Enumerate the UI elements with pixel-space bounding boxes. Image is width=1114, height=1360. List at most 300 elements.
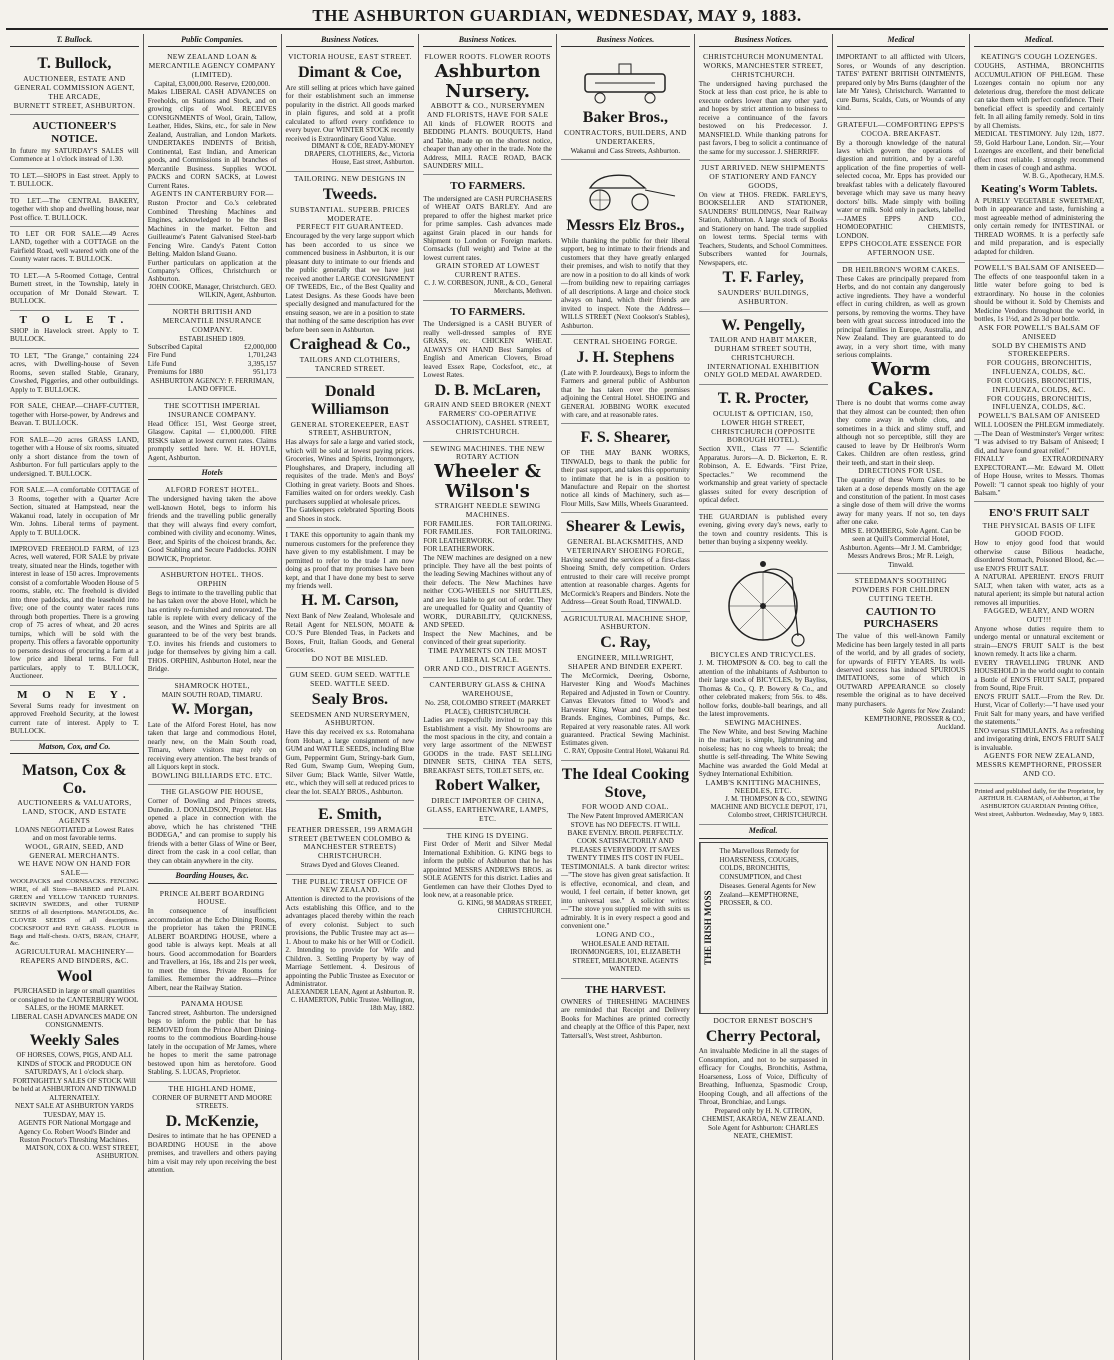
house-title: THE HIGHLAND HOME, bbox=[168, 1083, 256, 1093]
bicycle-illustration bbox=[718, 558, 808, 648]
hotel-body: Late of the Alford Forest Hotel, has now taken that large and commodious Hotel, nearly new, on the Main South road, Timaru, where visitors may rely on receiving every attention. The best brands of all Liquors kept in stock. bbox=[147, 720, 277, 772]
shamrock-hotel-ad bbox=[148, 679, 277, 786]
advertiser-name: E. Smith, bbox=[318, 806, 382, 824]
advertiser-title: AUCTIONEER, ESTATE AND GENERAL COMMISSION AGENT, THE ARCADE, bbox=[14, 74, 135, 101]
company-title: NEW ZEALAND LOAN & MERCANTILE AGENCY COMPANY (LIMITED). bbox=[148, 52, 276, 80]
advert-body: J. M. THOMPSON & CO. beg to call the attention of the inhabitants of Ashburton to their large stock of BICYCLES, by Bayliss, Thomas & Co., Q. P. Bowery & Co., and other celebrated makers; from 56s. to 48s. hollow forks, double-ball bearings, and all the latest improvements. bbox=[698, 659, 828, 719]
advert-body: The New White, and best Sewing Machine in the market; is simple, lightrunning and noiseless; has no cog wheels to break; the shuttle is self-threading. The White Sewing Machine was awarded the Gold Medal at Sydney International Exhibition. bbox=[698, 727, 828, 779]
auctioneer-notice bbox=[10, 115, 139, 168]
advert-body: Next Bank of New Zealand, Wholesale and Retail Agent for NELSON, MOATE & CO.'S Pure Blended Teas, in Packets and Boxes, Fruit, Italian Goods, and General Groceries. bbox=[285, 612, 415, 655]
advertiser-title: OCULIST & OPTICIAN, 150, LOWER HIGH STREET, CHRISTCHURCH (OPPOSITE BOROUGH HOTEL). bbox=[711, 408, 816, 445]
advertiser-signature: MRS E. HOMBERG, Sole Agent. Can be seen at Quill's Commercial Hotel, Ashburton. Agents—Mr J. M. Cambridge; Messrs Andrews Bros.; Mr R. Leigh, Tinwald. bbox=[839, 526, 962, 569]
advertiser-signature: Prepared only by H. N. CITRON, CHEMIST, AKAROA, NEW ZEALAND. Sole Agent for Ashburton: CHARLES NEATE, CHEMIST. bbox=[701, 1106, 825, 1141]
grange-ad: TO LET, "The Grange," containing 224 acres, with Dwelling-house of Seven Rooms, seven stalled Stable, Granary, Cowshed, Piggeries, and other outbuildings. Apply to T. BULLOCK. bbox=[10, 349, 139, 399]
glass-china-ad bbox=[423, 678, 552, 828]
bullock-ad bbox=[10, 50, 139, 115]
row-right: FOR TAILORING. bbox=[496, 528, 552, 537]
proprietor-name: D. McKenzie, bbox=[165, 1112, 259, 1130]
ashburton-hotel-ad bbox=[148, 568, 277, 679]
use-row bbox=[423, 528, 552, 536]
product-title: GRATEFUL—COMFORTING EPPS'S COCOA. BREAKFAST. bbox=[837, 119, 965, 138]
store-title: CANTERBURY GLASS & CHINA WAREHOUSE, bbox=[429, 680, 546, 699]
tailoring-ad bbox=[286, 172, 415, 378]
advert-body: Have this day received ex s.s. Rotomahana from Hobart, a large consignment of new GUM and WATTLE SEEDS, including Blue Gum, Peppermint Gum, Stringy-bark Gum, Red Gum, Swamp Gum, Weeping Gum, Silver Gum; Black Wattle, Silver Wattle, etc., which they will sell at reduced prices to clear the lot. SEALY BROS., Ashburton. bbox=[285, 728, 415, 796]
sewing-title: SEWING MACHINES. bbox=[724, 717, 802, 727]
tailoring-title: TAILORING. NEW DESIGNS IN bbox=[294, 174, 406, 184]
bicycles-ad bbox=[699, 552, 828, 826]
advertiser-title: GRAIN AND SEED BROKER (NEXT FARMERS' CO-OPERATIVE ASSOCIATION), CASHEL STREET, CHRISTCHURCH. bbox=[424, 400, 552, 436]
loans-line: LOANS NEGOTIATED at Lowest Rates and on most favorable terms. bbox=[15, 825, 134, 843]
advertiser-name: The Ideal Cooking Stove, bbox=[561, 765, 689, 801]
product-tail: EPPS CHOCOLATE ESSENCE FOR AFTERNOON USE. bbox=[839, 239, 962, 258]
hotel-title: THE GLASGOW PIE HOUSE, bbox=[160, 787, 264, 797]
knitting-line: LAMB'S KNITTING MACHINES, NEEDLES, ETC. bbox=[705, 777, 821, 796]
advert-body: The Marvellous Remedy for HOARSENESS, COUGHS, COLDS, BRONCHITIS, CONSUMPTION, and Chest Diseases. General Agents for New Zealand—KEMPTHORNE, PROSSER, & CO. bbox=[719, 846, 816, 908]
weekly-sales-body: OF HORSES, COWS, PIGS, AND ALL KINDS of STOCK and PRODUCE ON SATURDAYS, At 1 o'clock sharp. bbox=[16, 1051, 133, 1077]
advert-body: Ladies are respectfully invited to pay this Establishment a visit. My Showrooms are the most spacious in the city, and contain a very large assortment of the NEWEST GOODS in the trade. FAST SELLING DINNER SETS, CHINA TEA SETS, BREAKFAST SETS, TOILET SETS, etc. bbox=[423, 716, 552, 775]
farmers-heading: TO FARMERS. bbox=[450, 180, 525, 193]
advertiser-name: Sealy Bros. bbox=[311, 691, 388, 709]
agents-line: AGENTS FOR NEW ZEALAND, MESSRS KEMPTHORNE, PROSSER AND CO. bbox=[976, 751, 1103, 778]
notice-body: In future my SATURDAY'S SALES will Commence at 1 o'clock instead of 1.30. bbox=[10, 146, 139, 164]
advert-body: A PURELY VEGETABLE SWEETMEAT, both in appearance and taste, furnishing a most agreeable method of administering the only certain remedy for INTESTINAL or THREAD WORMS. It is a perfectly safe and mild preparation, and is especially adapted for children. bbox=[974, 196, 1104, 256]
carriage-illustration bbox=[570, 166, 680, 214]
advertiser-name: W. Pengelly, bbox=[721, 316, 805, 334]
column-8 bbox=[970, 34, 1108, 1360]
to-let-shop-ad bbox=[10, 311, 139, 349]
advert-body: Has always for sale a large and varied stock, which will be sold at lowest paying prices. Groceries, Wines and Spirits, Ironmongery, Ploughshares, and Drapery, including all requisites of the trade. Men's and Boys' Clothing in great variety. Boots and Shoes. Families waited on for orders weekly. Cash purchasers supplied at wholesale prices. bbox=[285, 438, 415, 506]
column-4 bbox=[419, 34, 557, 1360]
harvest-ad bbox=[561, 979, 690, 1045]
advertiser-name: Matson, Cox & Co. bbox=[22, 762, 127, 797]
hotel-title: SHAMROCK HOTEL, bbox=[174, 680, 250, 690]
advertiser-signature: C. J. W. CORBESON, JUNR., & CO., General Merchants, Methven. bbox=[424, 280, 552, 296]
time-payment-line: TIME PAYMENTS ON THE MOST LIBERAL SCALE. bbox=[428, 645, 547, 664]
advert-body: WILL LOOSEN the PHLEGM immediately.—The Dean of Westminster's Verger writes: "I was advised to try Balsam of Aniseed; I did, and have found great relief." bbox=[974, 421, 1104, 455]
farmers-ad bbox=[423, 175, 552, 301]
advert-body: Encouraged by the very large support which has been accorded to us since we commenced business in Ashburton, it is our pleasant duty to intimate to our friends and the public generally that we have just received another LARGE CONSIGNMENT OF TWEEDS, Etc., of the Best Quality and Latest Designs. As these Goods have been specially designed and manufactured for the ensuing season, we are in a position to state that nothing of the same description has ever before been seen in Ashburton. bbox=[285, 232, 415, 334]
sealy-bros-ad bbox=[286, 668, 415, 801]
dyeing-ad bbox=[423, 829, 552, 920]
advert-body: The effects of one teaspoonful taken in a little water before going to bed is extraordinary. No house in the colonies should be without it. Sold by Chemists and Medicine Vendors throughout the world, in bottles, 1s 1½d, and 2s 3d per bottle. bbox=[974, 272, 1104, 324]
glasgow-pie-ad bbox=[148, 785, 277, 870]
row-label: Life Fund bbox=[147, 359, 177, 368]
advertiser-title: TAILORS AND CLOTHIERS, TANCRED STREET. bbox=[299, 354, 401, 373]
agency-line: ASHBURTON AGENCY: F. FERRIMAN, LAND OFFICE. bbox=[150, 376, 275, 394]
directions-body: The quantity of these Worm Cakes to be taken at a dose depends mostly on the age and constitution of the patient. In most cases a single dose of them will drive the worms away for many years. If not so, ten days after one cake. bbox=[836, 476, 966, 527]
advertiser-title: GENERAL STOREKEEPER, EAST STREET, ASHBURTON, bbox=[290, 419, 410, 438]
powell-ad bbox=[974, 261, 1104, 502]
company-body: Makes LIBERAL CASH ADVANCES on Freeholds, on Stations and Stock, and on growing clips of Wool. RECEIVES CONSIGNMENTS of Wool, Grain, Tallow, Leather, Hides, Skins, etc., for sale in New Zealand, Australian, and London Markets. UNDERTAKES INDENTS of British, Continental, East Indian, and American goods, and Commissions in all branches of Mercantile Business. Supplies WOOL PACKS and CORN SACKS, at Lowest Current Rates. bbox=[147, 88, 277, 190]
row-left: FOR FAMILIES. bbox=[423, 528, 474, 537]
dimant-coe-ad bbox=[286, 50, 415, 172]
column-1 bbox=[6, 34, 144, 1360]
advertiser-name: H. M. Carson, bbox=[301, 592, 399, 610]
notice-title: THE KING IS DYEING. bbox=[446, 830, 529, 840]
row-left: FOR LEATHERWORK. bbox=[423, 536, 495, 545]
column-3 bbox=[282, 34, 420, 1360]
irish-moss-label: THE IRISH MOSS bbox=[700, 843, 716, 1013]
advertiser-address: WHOLESALE AND RETAIL IRONMONGERS, 101, ELIZABETH STREET, MELBOURNE. AGENTS WANTED. bbox=[570, 939, 681, 974]
hotel-body: Begs to intimate to the travelling public that he has taken over the above Hotel, which he has entirely re-furnished and renovated. The table is replete with every delicacy of the season, and the Wines and Spirits are all guaranteed to be of the very best brands. T.O. invites his friends and customers to judge for themselves by giving him a call. THOS. ORPHIN, Ashburton Hotel, near the Bridge. bbox=[147, 588, 277, 674]
advertiser-title: GENERAL BLACKSMITHS, AND VETERINARY SHOEING FORGE, bbox=[566, 537, 685, 555]
advertiser-name: T. F. Farley, bbox=[722, 269, 804, 287]
fagged-heading: FAGGED, WEARY, AND WORN OUT!!! bbox=[983, 606, 1095, 624]
advertiser-name: Donald Williamson bbox=[310, 383, 389, 418]
advertiser-title: ENGINEER, MILLWRIGHT, SHAPER AND BINDER EXPERT. bbox=[567, 652, 683, 671]
hotel-title: ALFORD FOREST HOTEL. bbox=[165, 485, 260, 495]
stock-list: WOOLPACKS and CORNSACKS. FENCING WIRE, of all Sizes—BARBED and PLAIN. GREEN and YELLOW TANKED TURNIPS. SKIRVIN SWEDES, and other TURNIP SEEDS of all descriptions. MANGOLDS, &c. CLOVER SEEDS of all descriptions. COCKSFOOT and RYE GRASS. FLOUR in Bags and Half-chests. OATS, BRAN, CHAFF, &c. bbox=[10, 878, 139, 948]
agents-line: AGENTS FOR National Mortgage and Agency Co. Robert Wood's Binder and Ruston Proctor's Threshing Machines. bbox=[18, 1119, 131, 1145]
stephens-ad bbox=[561, 335, 690, 424]
column-7 bbox=[833, 34, 971, 1360]
irish-moss-ad bbox=[699, 842, 828, 1014]
capital-row bbox=[148, 368, 277, 376]
advert-body: The Undersigned is a CASH BUYER of really well-dressed samples of RYE GRASS, etc. CHICKEN WHEAT. ALWAYS ON HAND Best Samples of English and American Clovers, Broad leaved Essex Rape, Cocksfoot, etc., at Lowest Rates. bbox=[423, 320, 552, 380]
advertiser-name: F. S. Shearer, bbox=[580, 429, 671, 447]
matson-ad bbox=[10, 757, 139, 1165]
works-title: CHRISTCHURCH MONUMENTAL WORKS, MANCHESTER STREET, CHRISTCHURCH. bbox=[702, 52, 824, 80]
house-body: Tancred street, Ashburton. The undersigned begs to inform the public that he has REMOVED from the Prince Albert Dining-rooms to the commodious Boarding-house lately in the occupation of Mr James, where he hopes to merit the same patronage bestowed upon him as heretofore. Good Stabling. S. LUCAS, Proprietor. bbox=[147, 1008, 277, 1077]
canterbury-body: Ruston Proctor and Co.'s celebrated Combined Threshing Machines and Engines, acknowledged to be the Best Machines in the market. Felton and Guilleaume's Patent Galvanised Steel-barb Fencing Wire. Candy's Patent Cotton Belting. Maldon Island Guano. bbox=[147, 199, 277, 259]
column-header: Business Notices. bbox=[699, 34, 828, 47]
advertiser-name: Shearer & Lewis, bbox=[565, 518, 685, 536]
williamson-ad bbox=[286, 378, 415, 528]
section-header: Boarding Houses, &c. bbox=[148, 870, 277, 883]
advert-body: COUGHS, ASTHMA, BRONCHITIS ACCUMULATION OF PHLEGM. These Lozenges contain no opium nor any deleterious drug, therefore the most delicate can take them with perfect confidence. Their beneficial effect is speedily and certainly felt. In all ailing family remedy. Sold in tins by all Chemists. bbox=[974, 62, 1104, 130]
alford-hotel-ad bbox=[148, 483, 277, 568]
established-line: ESTABLISHED 1809. bbox=[179, 334, 245, 343]
ideal-stove-ad bbox=[561, 761, 690, 979]
hotel-body: The undersigned having taken the above well-known Hotel, begs to inform his friends and the travelling public generally that they will always find every comfort, combined with civility and economy. Wines, Beer, and Spirits of the choicest brands, &c. Good Stabling and Secure Paddocks. JOHN BOWICK, Proprietor. bbox=[147, 495, 277, 563]
use-row bbox=[423, 520, 552, 528]
procter-ad bbox=[699, 385, 828, 509]
next-sale-line: NEXT SALE AT ASHBURTON YARDS TUESDAY, MAY 15. bbox=[15, 1102, 134, 1119]
north-british-ad bbox=[148, 305, 277, 399]
row-label: Subscribed Capital bbox=[147, 343, 203, 351]
advert-body: The McCormick, Deering, Osborne, Harvester King and Wood's Machines Repaired and Adjusted in Town or Country. Canvas Elevators fitted to Wood's and Harvester King. Wear and Oil of the best Brands. Engines, Combines, Pumps, &c. Repaired at very reasonable rates. All work guaranteed. Practical Sewing Machinist. Estimates given. bbox=[561, 671, 690, 748]
store-address: No. 258, COLOMBO STREET (MARKET PLACE), CHRISTCHURCH. bbox=[424, 699, 551, 716]
forge-title: CENTRAL SHOEING FORGE. bbox=[573, 337, 678, 347]
caution-heading: CAUTION TO PURCHASERS bbox=[863, 605, 939, 630]
column-header: Public Companies. bbox=[148, 34, 277, 47]
hotel-title: ASHBURTON HOTEL. THOS. ORPHIN bbox=[160, 570, 264, 589]
column-2 bbox=[144, 34, 282, 1360]
seed-heading: GUM SEED. GUM SEED. WATTLE SEED. WATTLE SEED. bbox=[289, 670, 411, 689]
monumental-ad bbox=[699, 50, 828, 161]
wool-heading: Wool bbox=[56, 967, 93, 985]
advertiser-address: BURNETT STREET, ASHBURTON. bbox=[13, 100, 136, 110]
hotel-address: MAIN SOUTH ROAD, TIMARU. bbox=[161, 690, 263, 699]
advert-body: The NEW machines are designed on a new principle. They have all the best points of the leading Sewing Machines without any of their defects. The New Machines have neither COG-WHEELS nor SHUTTLES, and are less liable to get out of order. They are unequalled for Quality and Quantity of WORK, DURABILITY, QUICKNESS, AND SPEED. bbox=[423, 553, 552, 630]
testimony: MEDICAL TESTIMONY. July 12th, 1877. 59, Gold Harbour Lane, London. Sir,—Your Lozenges are excellent, and their beneficial effect most reliable. I strongly recommend them in cases of cough and asthma. bbox=[974, 130, 1104, 173]
advertiser-name: D. B. McLaren, bbox=[434, 381, 541, 399]
advert-body: ENO versus STIMULANTS. As a refreshing and invigorating drink, ENO'S FRUIT SALT is invaluable. bbox=[974, 726, 1104, 752]
advertiser-signature: DIMANT & COE, READY-MONEY DRAPERS, CLOTHIERS, &c., Victoria House, East street, Ashburton. bbox=[304, 143, 415, 167]
product-name: Cherry Pectoral, bbox=[705, 1027, 821, 1045]
money-heading: M O N E Y. bbox=[17, 688, 132, 701]
column-header: Business Notices. bbox=[286, 34, 415, 47]
product-name: Worm Cakes. bbox=[867, 358, 935, 400]
arrived-title: JUST ARRIVED. NEW SHIPMENTS OF STATIONERY AND FANCY GOODS, bbox=[701, 163, 826, 191]
scottish-imperial-ad bbox=[148, 399, 277, 467]
to-let-heading: T O L E T. bbox=[19, 313, 130, 326]
proprietor-name: W. Morgan, bbox=[171, 701, 253, 719]
hotel-body: Corner of Dowling and Princes streets, Dunedin. J. DONALDSON, Proprietor. Has opened a place in connection with the above, which he has christened "THE BODEGA," and can promise to supply his friends with a better Glass of Wine or Beer, direct from the cask in a cool cellar, than they can obtain anywhere in the city. bbox=[147, 797, 277, 865]
advertiser-signature: MATSON, COX & CO. WEST STREET, ASHBURTON. bbox=[25, 1144, 139, 1160]
nursery-ad bbox=[423, 50, 552, 175]
advert-body: On view at THOS. FREDK. FARLEY'S, BOOKSELLER AND STATIONER, SAUNDERS' BUILDINGS, Near Railway Station, Ashburton. A large stock of Books and Stationery on hand. The trade supplied on lowest terms. Special terms with Teachers, Students, and School Committees. Subscribers wanted for Journals, Newspapers, etc. bbox=[698, 190, 828, 267]
company-title: THE SCOTTISH IMPERIAL INSURANCE COMPANY. bbox=[164, 400, 261, 419]
advertiser-title: SAUNDERS' BUILDINGS, ASHBURTON. bbox=[717, 287, 809, 306]
powell-line: FOR COUGHS, BRONCHITIS, INFLUENZA, COLDS, &C. bbox=[986, 375, 1092, 394]
company-title: NORTH BRITISH AND MERCANTILE INSURANCE COMPANY. bbox=[162, 306, 262, 334]
to-let-bakery: TO LET.—The CENTRAL BAKERY, together with shop and dwelling house, near Post office. T. BULLOCK. bbox=[10, 194, 139, 227]
column-6 bbox=[695, 34, 833, 1360]
product-sub: THE PHYSICAL BASIS OF LIFE GOOD FOOD. bbox=[982, 520, 1096, 539]
wool-body: PURCHASED in large or small quantities or consigned to the CANTERBURY WOOL SALES, or the HOME MARKET. LIBERAL CASH ADVANCES MADE ON CONSIGNMENTS. bbox=[10, 987, 139, 1030]
house-title: PRINCE ALBERT BOARDING HOUSE. bbox=[159, 888, 265, 907]
store-title: VICTORIA HOUSE, EAST STREET. bbox=[288, 52, 412, 62]
tailoring-sub: SUBSTANTIAL. SUPERB. PRICES MODERATE. bbox=[289, 204, 410, 223]
product-title: POWELL'S BALSAM OF ANISEED— bbox=[974, 263, 1104, 273]
stove-sub: FOR WOOD AND COAL. bbox=[581, 802, 669, 812]
product-name: ENO'S FRUIT SALT bbox=[988, 507, 1090, 520]
advert-body: OF THE MAY BANK WORKS, TINWALD, begs to thank the public for their past support, and takes this opportunity to intimate that he is in a position to Manufacture and Repair on the shortest notice all kinds of Machinery, such as—Flour Mills, Saw Mills, Wheels Guaranteed. bbox=[561, 449, 690, 508]
testimony-signature: W. B. G., Apothecary, H.M.S. bbox=[1022, 172, 1104, 180]
row-left: FOR FAMILIES. bbox=[423, 519, 474, 528]
advert-body: FINALLY an EXTRAORDINARY EXPECTORANT.—Mr. Edward M. Ollett of Hope House, writes to Messrs. Thomas Powell: "I cannot speak too highly of your Balsam." bbox=[974, 455, 1104, 497]
merchants-line: WOOL, GRAIN, SEED, AND GENERAL MERCHANTS. bbox=[25, 841, 124, 860]
advert-body: Having secured the services of a first-class Shoeing Smith, defy competition. Orders entrusted to their care will receive prompt attention at reasonable charges. Agents for McCormick's Reapers and Binders. Note the Address—Great South Road, TINWALD. bbox=[561, 555, 690, 607]
advertiser-title: FEATHER DRESSER, 199 ARMAGH STREET (BETWEEN COLOMBO & MANCHESTER STREETS) CHRISTCHURCH. bbox=[287, 824, 413, 861]
advertiser-title: DIRECT IMPORTER OF CHINA, GLASS, EARTHENWARE, LAMPS, ETC. bbox=[426, 796, 549, 823]
advertiser-name: Craighead & Co., bbox=[289, 336, 411, 354]
section-header: Hotels bbox=[148, 467, 277, 480]
use-row bbox=[423, 545, 552, 553]
notice-heading: AUCTIONEER'S NOTICE. bbox=[32, 120, 117, 145]
advert-body: An invaluable Medicine in all the stages of Consumption, and not to be surpassed in efficacy for Coughs, Bronchitis, Asthma, Hoarseness, Loss of Voice, Difficulty of Breathing, Influenza, Spasmodic Croup, Hooping Cough, and all affections of the Throat, Bronchiae, and Lungs. bbox=[698, 1047, 828, 1107]
wheeler-wilson-ad bbox=[423, 442, 552, 679]
advert-body: The value of this well-known Family Medicine has been largely tested in all parts of the world, and by all grades of society, for upwards of FIFTY YEARS. Its well-deserved success has induced SPURIOUS IMITATIONS, some of which in OUTWARD APPEARANCE so closely resemble the original as to have deceived many purchasers. bbox=[836, 632, 966, 708]
powell-line: FOR COUGHS, BRONCHITIS, INFLUENZA, COLDS, &C. bbox=[986, 393, 1092, 412]
product-name: Keating's Worm Tablets. bbox=[981, 182, 1098, 195]
masthead: THE ASHBURTON GUARDIAN, WEDNESDAY, MAY 9, 1883. bbox=[6, 0, 1108, 30]
house-title: PANAMA HOUSE bbox=[181, 999, 244, 1009]
to-let-body: SHOP in Havelock street. Apply to T. BULLOCK. bbox=[10, 326, 139, 344]
elz-bros-ad bbox=[561, 160, 690, 335]
prince-albert-ad bbox=[148, 887, 277, 998]
product-title: DR HEILBRON'S WORM CAKES. bbox=[842, 265, 960, 275]
on-hand-line: WE HAVE NOW ON HAND FOR SALE— bbox=[18, 859, 131, 878]
public-trust-ad bbox=[286, 875, 415, 1017]
advert-body: Are still selling at prices which have gained for their establishment such an immense popularity in the district. All goods marked in plain figures, and sold at a profit calculated to afford every confidence to every buyer. Our WINTER STOCK recently received is Extraordinary Good Value. bbox=[285, 83, 415, 143]
coffin-illustration bbox=[575, 56, 675, 106]
advertiser-name: Wheeler & Wilson's bbox=[434, 461, 541, 503]
notice-body: First Order of Merit and Silver Medal International Exhibition. G. KING begs to inform the public of Ashburton that he has appointed MESSRS ANDREWS BROS. as SOLE AGENTS for this district. Ladies and Gentlemen can have their Clothes Dyed to look new, at a reasonable price. bbox=[423, 840, 552, 900]
advert-body: These Cakes are principally prepared from Herbs, and do not contain any dangerously active ingredients. They have a wonderful effect in curing children, as well as grown persons, by removing the worms. They have been with great success introduced into the principal families in Europe, Australia, and New Zealand. They are guaranteed to do away, in a very short time, with many serious complaints. bbox=[836, 274, 966, 360]
advert-body: EVERY TRAVELLING TRUNK AND HOUSEHOLD in the world ought to contain a Bottle of ENO'S FRUIT SALT, prepared from Sound, Ripe Fruit. bbox=[974, 658, 1104, 693]
column-5 bbox=[557, 34, 695, 1360]
column-header: Medical. bbox=[974, 34, 1104, 47]
advertiser-name: Messrs Elz Bros., bbox=[566, 217, 685, 235]
section-header: Matson, Cox, and Co. bbox=[10, 741, 139, 754]
row-label: Fire Fund bbox=[147, 351, 176, 360]
row-value: £2,000,000 bbox=[244, 343, 277, 351]
advertiser-name: J. H. Stephens bbox=[576, 348, 675, 366]
advertiser-name: Baker Bros., bbox=[582, 109, 668, 127]
company-signature: JOHN COOKE, Manager, Christchurch. GEO. WILKIN, Agent, Ashburton. bbox=[149, 283, 277, 299]
eno-ad bbox=[974, 502, 1104, 783]
pengelly-ad bbox=[699, 312, 828, 386]
advert-body: Section XVII., Class 77 — Scientific Apparatus. Jurors—A. D. Bickerton, E. R. Robinson, A. E. Edwards. "First Prize, Spectacles." We recommend the workmanship and great variety of spectacle glasses suited for every description of optical defect. bbox=[698, 445, 828, 505]
farmers-buyer-ad bbox=[423, 301, 552, 441]
column-header: Business Notices. bbox=[561, 34, 690, 47]
sewing-heading: SEWING MACHINES. THE NEW ROTARY ACTION bbox=[430, 443, 545, 462]
house-body: Desires to intimate that he has OPENED a BOARDING HOUSE in the above premises, and travellers and others paying him a visit may rely upon receiving the best attention. bbox=[147, 1132, 277, 1175]
printer-imprint: Printed and published daily, for the Proprietor, by ARTHUR H. CARMAN, of Ashburton, at The ASHBURTON GUARDIAN Printing Office, West street, Ashburton. Wednesday, May 9, 1883. bbox=[974, 787, 1104, 818]
advertiser-name: Robert Walker, bbox=[435, 777, 541, 795]
for-sale-cottage: FOR SALE.—A comfortable COTTAGE of 3 Rooms, together with a Quarter Acre Section, situated at Hampstead, near the Wakanui road, lately in occupation of Mr Wm. Johns. Liberal terms of payment. Apply to T. BULLOCK. bbox=[10, 483, 139, 542]
to-let-cottage: TO LET.—A 5-Roomed Cottage, Central Burnett street, in the Township, lately in occupation of Mr Donald Stewart. T. BULLOCK. bbox=[10, 269, 139, 311]
agents-line: ORR AND CO., DISTRICT AGENTS. bbox=[424, 663, 551, 673]
advertiser-name: T. R. Procter, bbox=[717, 390, 809, 408]
capital-row bbox=[148, 360, 277, 368]
advert-tail: DO NOT BE MISLED. bbox=[311, 653, 388, 663]
advert-body: Straws Dyed and Gloves Cleaned. bbox=[300, 861, 400, 870]
advert-body: While thanking the public for their liberal support, beg to intimate to their friends and customers that they have greatly enlarged their premises, and wish to notify that they are now in a position to do all kinds of work—from building new to repairing carriages of all descriptions. A large and choice stock always on hand, which their friends are invited to inspect. Note the Address—WILLS STREET (Next Cookson's Stables), Ashburton. bbox=[561, 236, 690, 330]
canterbury-heading: AGENTS IN CANTERBURY FOR— bbox=[150, 189, 274, 199]
freehold-farm: IMPROVED FREEHOLD FARM, of 123 Acres, well watered, FOR SALE by private treaty, situated near the Hinds, together with interest in lease of 150 acres. Improvements consist of a comfortable Wooden House of 5 rooms, stable, etc. The freehold is divided into three paddocks, and the leasehold into five; one of the county water races runs through both properties. There is a growing crop of 75 acres of wheat, and 20 acres turnips, which will be sold with the property. This offers a favorable opportunity to persons desirous of procuring a farm at a low price and liberal terms. For full particulars, apply to T. BULLOCK, Auctioneer. bbox=[10, 542, 139, 686]
advertiser-signature: LONG AND CO., bbox=[596, 929, 655, 939]
fortnightly-line: FORTNIGHTLY SALES OF STOCK Will be held at ASHBURTON AND TINWALD ALTERNATELY. bbox=[12, 1076, 137, 1102]
advert-body: (Late with P. Jourdeaux), Begs to inform the Farmers and general public of Ashburton that he has taken over the premises adjoining the Central Hotel. SHOEING and GENERAL JOBBING WORK executed with care, and at reasonable rates. bbox=[561, 368, 690, 419]
to-let-shops: TO LET.—SHOPS in East street. Apply to T. BULLOCK. bbox=[10, 169, 139, 194]
advert-body: By a thorough knowledge of the natural laws which govern the operations of digestion and nutrition, and by a careful application of the fine properties of well-selected cocoa, Mr. Epps has provided our breakfast tables with a delicately flavoured beverage which may save us many heavy doctors' bills. Made simply with boiling water or milk. Sold only in packets, labelled—JAMES EPPS AND CO., HOMOEOPATHIC CHEMISTS, LONDON. bbox=[836, 138, 966, 240]
advert-note: The Gatekeepers celebrated Sporting Boots and Shoes in stock. bbox=[285, 506, 415, 523]
advertiser-title: ABBOTT & CO., NURSERYMEN AND FLORISTS, HAVE FOR SALE bbox=[426, 100, 549, 119]
doctor-line: DOCTOR ERNEST BOSCH'S bbox=[713, 1015, 813, 1025]
baker-bros-ad bbox=[561, 50, 690, 160]
bicycles-title: BICYCLES AND TRICYCLES. bbox=[710, 649, 816, 659]
smith-feather-ad bbox=[286, 801, 415, 874]
money-body: Several Sums ready for investment on approved Freehold Security, at the lowest current rate of interest. Apply to T. BULLOCK. bbox=[10, 701, 139, 736]
nursery-heading: FLOWER ROOTS. FLOWER ROOTS bbox=[424, 52, 551, 62]
advertiser-title: STRAIGHT NEEDLE SEWING MACHINES. bbox=[434, 500, 541, 519]
product-title: KEATING'S COUGH LOZENGES. bbox=[980, 52, 1098, 62]
notice-body: Attention is directed to the provisions of the Acts establishing this Office, and to the advantages placed thereby within the reach of every colonist. Subject to such provisions, the Public Trustee may act as—1. About to make his or her Will or Codicil. 2. Intending to provide for Wife and Children. 3. Settling Property by way of Marriage Settlement. 4. Desirous of appointing the Public Trustee as Executor or Administrator. bbox=[285, 895, 415, 989]
money-ad bbox=[10, 686, 139, 741]
testimonials: TESTIMONIALS. A bank director writes:—"The stove has given great satisfaction. It is effective, economical, and clean, and would, I feel certain, if better known, get into universal use." A solicitor writes:—"The stove you supplied me with suits us admirably. It is in every respect a good and convenient one." bbox=[561, 862, 690, 931]
tweeds-heading: Tweeds. bbox=[322, 186, 378, 204]
notice-body: OWNERS of THRESHING MACHINES are reminded that Receipt and Delivery Books for Machines are printed correctly and cheaply at the Office of this Paper, next Tattersall's, West street, Ashburton. bbox=[561, 997, 690, 1040]
steedman-ad bbox=[837, 574, 966, 736]
panama-house-ad bbox=[148, 997, 277, 1082]
farley-ad bbox=[699, 161, 828, 311]
notice-title: THE HARVEST. bbox=[585, 983, 666, 996]
perfect-fit-line: PERFECT FIT GUARANTEED. bbox=[296, 222, 404, 232]
advertiser-signature: J. M. THOMPSON & CO., SEWING MACHINE AND BICYCLE DEPOT, 171, Colombo street, CHRISTCHURCH. bbox=[710, 796, 828, 820]
highland-home-ad bbox=[148, 1082, 277, 1179]
powell-line: ASK FOR POWELL'S BALSAM OF ANISEED bbox=[978, 322, 1100, 341]
to-let-land: TO LET OR FOR SALE.—49 Acres LAND, together with a COTTAGE on the Fairfield Road, well watered with one of the County water races. T. BULLOCK. bbox=[10, 227, 139, 269]
advert-body: A NATURAL APERIENT. ENO'S FRUIT SALT, when taken with water, acts as a natural aperient; its simple but natural action removes all impurities. bbox=[974, 573, 1104, 607]
shearer-ad bbox=[561, 424, 690, 513]
advertiser-name: T. Bullock, bbox=[37, 55, 112, 73]
advert-body: I TAKE this opportunity to again thank my numerous customers for the preference they have given to my establishment. I may be permitted to refer to the trade I am now doing as proof that my promises have been kept, and that I have done my best to serve my friends well. bbox=[285, 531, 415, 590]
weekly-sales-heading: Weekly Sales bbox=[29, 1031, 120, 1049]
advertiser-name: Dimant & Coe, bbox=[298, 64, 402, 82]
advert-body: The undersigned having purchased the Stock at less than cost price, he is able to execute orders lower than any other yard, and hopes by strict attention to business to receive a continuance of the favors bestowed on his Predecessor. J. MANSFIELD. While thanking patrons for past favors, I beg to solicit a continuance of the same for my successor. J. SHERRIFF. bbox=[698, 79, 828, 156]
advert-body: Anyone whose duties require them to undergo mental or unnatural excitement or strain—ENO'S FRUIT SALT is the best known remedy. It acts like a charm. bbox=[974, 624, 1104, 659]
row-value: 1,701,243 bbox=[247, 351, 277, 360]
machinery-line: AGRICULTURAL MACHINERY—REAPERS AND BINDERS, &C. bbox=[15, 947, 134, 965]
column-header: Business Notices. bbox=[423, 34, 552, 47]
newspaper-page bbox=[6, 34, 1108, 1360]
keating-ad bbox=[974, 50, 1104, 261]
ray-ad bbox=[561, 612, 690, 761]
advertiser-title: SEEDSMEN AND NURSERYMEN, ASHBURTON. bbox=[290, 709, 410, 728]
canterbury-tail: Further particulars on application at the Company's Offices, Christchurch or Ashburton. bbox=[147, 258, 277, 284]
powell-line: SOLD BY CHEMISTS AND STOREKEEPERS. bbox=[991, 340, 1087, 359]
shearer-lewis-ad bbox=[561, 513, 690, 611]
notice-signature: ALEXANDER LEAN, Agent at Ashburton. R. C. HAMERTON, Public Trustee. Wellington, 18th May, 1882. bbox=[287, 988, 415, 1012]
advert-body: There is no doubt that worms come away that they almost can be counted; then often they come away in whole clots, and sometimes in a thick and slimy stuff, and although not so perceptible, still they are caused to leave by Dr Heilbron's Worm Cakes. Children are often restless, grind their teeth, and start in their sleep. bbox=[836, 399, 966, 467]
house-address: CORNER OF BURNETT AND MOORE STREETS. bbox=[152, 1093, 272, 1111]
product-title: STEEDMAN'S SOOTHING POWDERS FOR CHILDREN CUTTING TEETH. bbox=[851, 576, 950, 604]
advert-body: All kinds of FLOWER ROOTS and BEDDING PLANTS. BOUQUETS, Hand and Table, made up on the shortest notice, cheaper than any other in the trade. Note the Address, MILL RACE ROAD, BACK SAUNDERS' MILL. bbox=[423, 119, 552, 170]
for-sale-grass: FOR SALE—20 acres GRASS LAND, together with a House of six rooms, situated only a short distance from the town of Ashburton. For full particulars apply to the undersigned. T. BULLOCK. bbox=[10, 433, 139, 483]
advertiser-name: C. Ray, bbox=[600, 634, 651, 652]
row-left: FOR LEATHERWORK. bbox=[423, 545, 495, 554]
advertiser-title: CONTRACTORS, BUILDERS, AND UNDERTAKERS, bbox=[564, 128, 687, 146]
advertiser-name: Ashburton Nursery. bbox=[434, 61, 541, 103]
important-ad: IMPORTANT to all afflicted with Ulcers, Sores, or Wounds of any description. TATES' PATENT BRITISH OINTMENTS, prepared only by Mrs Burns (daughter of the late Mr Yates), Christchurch. Warranted to cure Burns, Scalds, Cuts, or Wounds of any kind. bbox=[837, 50, 966, 117]
bowling-line: BOWLING BILLIARDS ETC. ETC. bbox=[151, 770, 273, 780]
advert-body: How to enjoy good food that would otherwise cause Bilious headache, disordered Stomach, Poisoned Blood, &c.—use ENO'S FRUIT SALT. bbox=[974, 539, 1104, 573]
medal-line: INTERNATIONAL EXHIBITION ONLY GOLD MEDAL AWARDED. bbox=[704, 361, 823, 380]
column-header: T. Bullock. bbox=[10, 34, 139, 47]
notice-title: THE PUBLIC TRUST OFFICE OF NEW ZEALAND. bbox=[292, 876, 408, 895]
heilbron-ad bbox=[837, 263, 966, 574]
use-row bbox=[423, 537, 552, 545]
advertiser-signature: C. RAY, Opposite Central Hotel, Wakanui Rd. bbox=[563, 747, 690, 755]
carson-ad bbox=[286, 528, 415, 668]
advertiser-signature: Sole Agents for New Zealand: KEMPTHORNE, PROSSER & CO., Auckland. bbox=[864, 708, 966, 732]
notice-signature: G. KING, 98 MADRAS STREET, CHRISTCHURCH. bbox=[457, 899, 552, 915]
column-header: Medical bbox=[837, 34, 966, 47]
cherry-pectoral-ad bbox=[699, 1014, 828, 1145]
capital-row bbox=[148, 351, 277, 359]
nz-loan-ad bbox=[148, 50, 277, 305]
advert-body: ENO'S FRUIT SALT.—From the Rev. Dr. Hurst, Vicar of Collerly:—"I have used your Fruit Salt for many years, and have verified the statements." bbox=[974, 692, 1104, 727]
advertiser-address: Wakanui and Cass Streets, Ashburton. bbox=[570, 146, 681, 155]
for-sale-chaff: FOR SALE, CHEAP.—CHAFF-CUTTER, together with Horse-power, by Andrews and Beavan. T. BULLOCK. bbox=[10, 399, 139, 432]
powell-line: FOR COUGHS, BRONCHITIS, INFLUENZA, COLDS, &C. bbox=[986, 358, 1092, 377]
company-capital: Capital, £3,000,000. Reserve, £200,000. bbox=[154, 79, 271, 88]
grain-store-line: GRAIN STORED AT LOWEST CURRENT RATES. bbox=[435, 261, 540, 280]
row-value: 3,395,157 bbox=[247, 359, 277, 368]
advert-tail: Inspect the New Machines, and be convinced of their great superiority. bbox=[423, 629, 552, 647]
capital-row bbox=[148, 343, 277, 351]
row-right: FOR TAILORING. bbox=[496, 519, 552, 528]
row-label: Premiums for 1880 bbox=[147, 368, 204, 377]
guardian-note: THE GUARDIAN is published every evening, giving every day's news, early to the town and country residents. This is better than buying a sixpenny weekly. bbox=[699, 510, 828, 552]
house-body: In consequence of insufficient accommodation at the Echo Dining Rooms, the proprietor has taken the PRINCE ALBERT BOARDING HOUSE, where a good table is always kept. Meals at all hours. Good accommodation for Boarders and Travellers, at 16s, 18s and 21s per week, to meet the times. Private Rooms for families. Remember the address—Prince Albert, near the Railway Station. bbox=[147, 907, 277, 992]
powell-line: POWELL'S BALSAM OF ANISEED bbox=[978, 411, 1101, 421]
advert-body: The New Patent Improved AMERICAN STOVE has NO DEFECTS. IT WILL BAKE EVENLY. BROIL PERFECTLY. COOK SATISFACTORILY AND PLEASES EVERYBODY. IT SAVES TWENTY TIMES ITS COST IN FUEL. bbox=[566, 812, 684, 863]
company-body: Head Office: 151, West George street, Glasgow. Capital — £1,000,000. FIRE RISKS taken at lowest current rates. Claims promptly settled here. W. H. HOYLE, Agent, Ashburton. bbox=[147, 419, 277, 462]
